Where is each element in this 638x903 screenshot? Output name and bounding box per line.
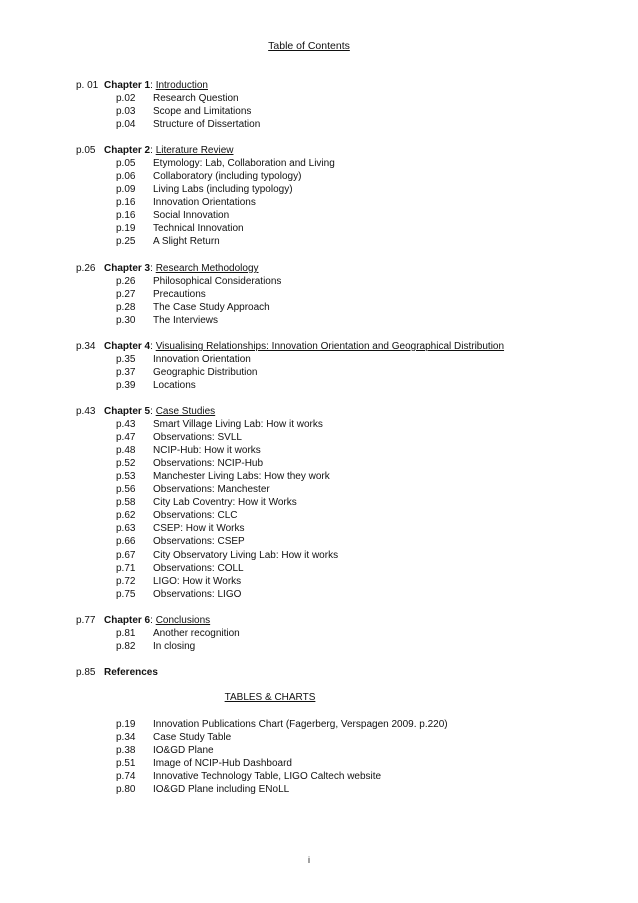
chapter-page: p.77 bbox=[76, 615, 96, 626]
toc-item bbox=[76, 366, 596, 379]
item-title: Innovation Publications Chart (Fagerberg, Verspagen 2009. p.220) bbox=[153, 719, 448, 730]
item-title: Scope and Limitations bbox=[153, 106, 252, 118]
item-title: Innovation Orientation bbox=[153, 354, 251, 366]
item-page: p.63 bbox=[116, 523, 136, 535]
toc-item bbox=[76, 196, 596, 209]
chapter-heading: p.77 Chapter 6: Conclusions bbox=[76, 615, 211, 626]
table-item bbox=[76, 744, 596, 757]
item-title: Geographic Distribution bbox=[153, 367, 258, 379]
chapter-title: Literature Review bbox=[155, 145, 234, 156]
item-page: p.37 bbox=[116, 367, 136, 379]
toc-item bbox=[76, 535, 596, 548]
item-page: p.28 bbox=[116, 302, 136, 314]
item-title: City Lab Coventry: How it Works bbox=[153, 497, 297, 509]
item-page: p.62 bbox=[116, 510, 136, 522]
item-title: IO&GD Plane bbox=[153, 745, 214, 757]
toc-item bbox=[76, 92, 596, 105]
chapter-title: Introduction bbox=[155, 80, 208, 91]
toc-item bbox=[76, 379, 596, 392]
toc-item bbox=[76, 627, 596, 640]
chapter-title: Visualising Relationships: Innovation Orientation and Geographical Distribution bbox=[155, 341, 505, 352]
chapter-5-section bbox=[76, 405, 596, 601]
item-page: p.75 bbox=[116, 588, 136, 600]
chapter-label: Chapter 5 bbox=[104, 406, 151, 417]
chapter-page: p.43 bbox=[76, 406, 96, 417]
item-title: Manchester Living Labs: How they work bbox=[153, 471, 330, 483]
table-item bbox=[76, 783, 596, 796]
chapter-page: p.05 bbox=[76, 145, 96, 156]
item-page: p.51 bbox=[116, 758, 136, 770]
chapter-page: p.26 bbox=[76, 263, 96, 274]
toc-item bbox=[76, 431, 596, 444]
item-page: p.02 bbox=[116, 93, 136, 105]
item-page: p.16 bbox=[116, 197, 136, 209]
item-page: p.30 bbox=[116, 315, 136, 327]
item-page: p.03 bbox=[116, 106, 136, 118]
item-page: p.09 bbox=[116, 184, 136, 196]
toc-item bbox=[76, 235, 596, 248]
item-title: Smart Village Living Lab: How it works bbox=[153, 419, 323, 431]
chapter-heading: p.43 Chapter 5: Case Studies bbox=[76, 406, 216, 417]
chapter-title: Research Methodology bbox=[155, 263, 259, 274]
item-page: p.56 bbox=[116, 484, 136, 496]
chapter-label: Chapter 3 bbox=[104, 263, 151, 274]
item-page: p.05 bbox=[116, 158, 136, 170]
chapter-3-section bbox=[76, 262, 596, 327]
chapter-heading: p. 01 Chapter 1: Introduction bbox=[76, 80, 208, 91]
chapter-2-section bbox=[76, 144, 596, 248]
chapter-heading: p.26 Chapter 3: Research Methodology bbox=[76, 263, 259, 274]
item-title: In closing bbox=[153, 641, 196, 653]
item-title: Image of NCIP-Hub Dashboard bbox=[153, 758, 292, 770]
table-item bbox=[76, 757, 596, 770]
toc-item bbox=[76, 562, 596, 575]
toc-item bbox=[76, 549, 596, 562]
chapter-label: Chapter 4 bbox=[104, 341, 151, 352]
item-title: Observations: NCIP-Hub bbox=[153, 458, 264, 470]
toc-item bbox=[76, 444, 596, 457]
references-page: p.85 bbox=[76, 667, 96, 678]
chapter-label: Chapter 1 bbox=[104, 80, 151, 91]
item-title: The Interviews bbox=[153, 315, 219, 327]
item-title: Collaboratory (including typology) bbox=[153, 171, 302, 183]
toc-item bbox=[76, 640, 596, 653]
toc-item bbox=[76, 509, 596, 522]
toc-item bbox=[76, 105, 596, 118]
item-page: p.19 bbox=[116, 719, 136, 730]
item-title: Living Labs (including typology) bbox=[153, 184, 293, 196]
page-number: i bbox=[308, 855, 310, 865]
item-title: IO&GD Plane including ENoLL bbox=[153, 784, 290, 796]
item-title: The Case Study Approach bbox=[153, 302, 270, 314]
item-page: p.81 bbox=[116, 628, 136, 640]
chapter-heading: p.34 Chapter 4: Visualising Relationships: Innovation Orientation and Geographical Distribution bbox=[76, 341, 505, 352]
toc-item bbox=[76, 588, 596, 601]
item-page: p.34 bbox=[116, 732, 136, 744]
item-page: p.53 bbox=[116, 471, 136, 483]
page-title: Table of Contents bbox=[268, 40, 350, 52]
item-title: Observations: Manchester bbox=[153, 484, 270, 496]
toc-item bbox=[76, 575, 596, 588]
item-title: Observations: LIGO bbox=[153, 588, 242, 600]
chapter-1-section bbox=[76, 79, 596, 131]
item-page: p.04 bbox=[116, 119, 136, 131]
item-title: Locations bbox=[153, 380, 196, 392]
item-page: p.58 bbox=[116, 497, 136, 509]
toc-item bbox=[76, 483, 596, 496]
toc-item bbox=[76, 496, 596, 509]
table-item bbox=[76, 718, 596, 731]
chapter-page: p.34 bbox=[76, 341, 96, 352]
chapter-6-section bbox=[76, 614, 596, 653]
item-title: Observations: CSEP bbox=[153, 536, 245, 548]
toc-item bbox=[76, 457, 596, 470]
item-title: Observations: SVLL bbox=[153, 432, 242, 444]
tables-section bbox=[76, 718, 596, 796]
toc-item bbox=[76, 314, 596, 327]
item-page: p.66 bbox=[116, 536, 136, 548]
item-page: p.80 bbox=[116, 784, 136, 796]
item-title: LIGO: How it Works bbox=[153, 575, 242, 587]
item-page: p.52 bbox=[116, 458, 136, 470]
item-page: p.35 bbox=[116, 354, 136, 366]
toc-item bbox=[76, 183, 596, 196]
references-heading bbox=[76, 666, 596, 679]
table-item bbox=[76, 731, 596, 744]
item-page: p.25 bbox=[116, 236, 136, 248]
item-title: CSEP: How it Works bbox=[153, 523, 245, 535]
item-title: Case Study Table bbox=[153, 732, 232, 744]
item-page: p.47 bbox=[116, 432, 136, 444]
item-title: Observations: COLL bbox=[153, 562, 244, 574]
references-section bbox=[76, 666, 596, 679]
item-page: p.48 bbox=[116, 445, 136, 457]
references-label: References bbox=[104, 667, 158, 678]
item-page: p.82 bbox=[116, 641, 136, 653]
item-page: p.72 bbox=[116, 575, 136, 587]
item-page: p.39 bbox=[116, 380, 136, 392]
toc-item bbox=[76, 275, 596, 288]
item-page: p.67 bbox=[116, 549, 136, 561]
toc-item bbox=[76, 470, 596, 483]
item-title: Structure of Dissertation bbox=[153, 119, 261, 131]
toc-item bbox=[76, 353, 596, 366]
chapter-page: p. 01 bbox=[76, 80, 99, 91]
item-title: City Observatory Living Lab: How it works bbox=[153, 549, 339, 561]
chapter-label: Chapter 2 bbox=[104, 145, 151, 156]
toc-item bbox=[76, 157, 596, 170]
item-title: NCIP-Hub: How it works bbox=[153, 445, 261, 457]
item-title: Philosophical Considerations bbox=[153, 276, 282, 288]
chapter-heading: p.05 Chapter 2: Literature Review bbox=[76, 145, 234, 156]
toc-item bbox=[76, 118, 596, 131]
item-title: Innovation Orientations bbox=[153, 197, 256, 209]
item-title: Research Question bbox=[153, 93, 239, 105]
chapter-title: Case Studies bbox=[155, 406, 216, 417]
item-title: Precautions bbox=[153, 289, 206, 301]
tables-charts-heading: TABLES & CHARTS bbox=[224, 692, 316, 703]
item-page: p.71 bbox=[116, 562, 136, 574]
item-page: p.43 bbox=[116, 419, 136, 431]
toc-item bbox=[76, 418, 596, 431]
toc-item bbox=[76, 222, 596, 235]
toc-item bbox=[76, 170, 596, 183]
chapter-label: Chapter 6 bbox=[104, 615, 151, 626]
toc-item bbox=[76, 288, 596, 301]
item-title: Observations: CLC bbox=[153, 510, 238, 522]
item-page: p.16 bbox=[116, 210, 136, 222]
item-title: Social Innovation bbox=[153, 210, 230, 222]
item-page: p.19 bbox=[116, 223, 136, 235]
item-title: Technical Innovation bbox=[153, 223, 244, 235]
item-page: p.74 bbox=[116, 771, 136, 783]
item-page: p.06 bbox=[116, 171, 136, 183]
toc-item bbox=[76, 301, 596, 314]
table-item bbox=[76, 770, 596, 783]
chapter-title: Conclusions bbox=[155, 615, 211, 626]
item-page: p.38 bbox=[116, 745, 136, 757]
item-title: Another recognition bbox=[153, 628, 240, 640]
item-page: p.26 bbox=[116, 276, 136, 288]
toc-item bbox=[76, 522, 596, 535]
item-title: A Slight Return bbox=[153, 236, 220, 248]
item-page: p.27 bbox=[116, 289, 136, 301]
toc-item bbox=[76, 209, 596, 222]
item-title: Innovative Technology Table, LIGO Caltech website bbox=[153, 771, 382, 783]
item-title: Etymology: Lab, Collaboration and Living bbox=[153, 158, 335, 170]
chapter-4-section bbox=[76, 340, 596, 392]
